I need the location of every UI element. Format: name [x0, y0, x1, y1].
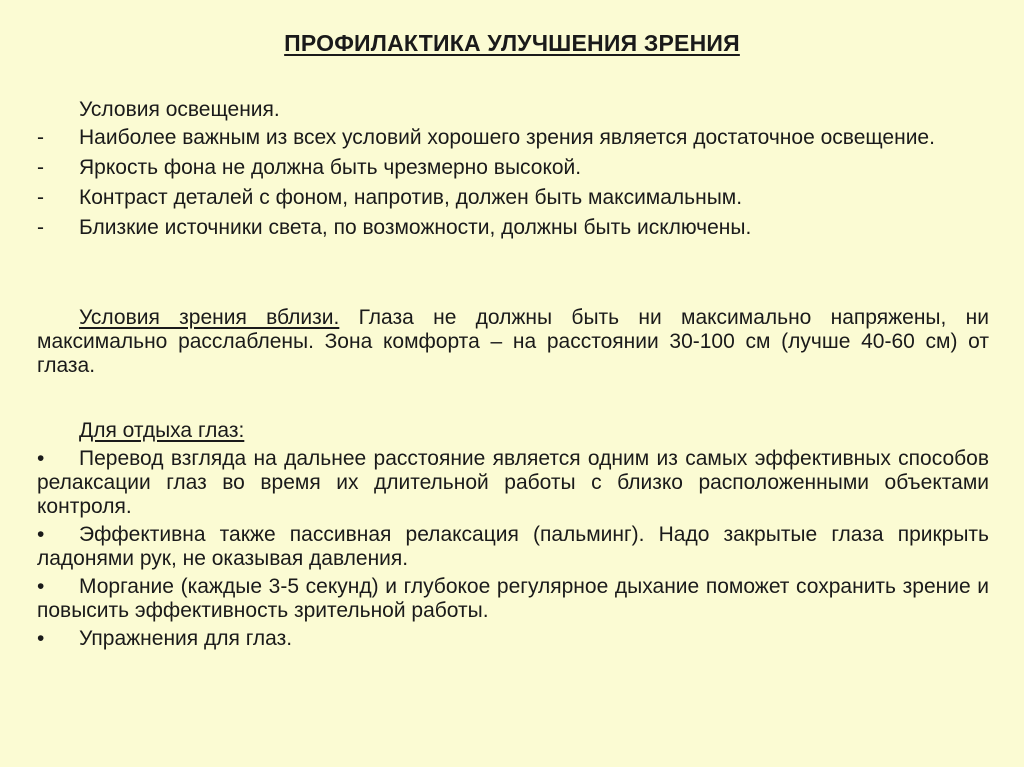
bullet-marker: •: [37, 447, 45, 470]
dash-marker: -: [37, 126, 44, 149]
list-item-text: Близкие источники света, по возможности, должны быть исключены.: [79, 216, 752, 239]
near-vision-text: Глаза не должны быть ни максимально напряжены, ни максимально расслаблены. Зона комфорта – на расстоянии 30-100 см (лучше 40-60 см) от глаза.: [37, 306, 989, 377]
near-vision-heading: Условия зрения вблизи.: [79, 306, 340, 329]
lighting-section: [37, 98, 989, 240]
bullet-marker: •: [37, 523, 45, 546]
dash-marker: -: [37, 216, 44, 239]
list-item-text: Перевод взгляда на дальнее расстояние является одним из самых эффективных способов релаксации глаз во время их длительной работы с близко расположенными объектами контроля.: [37, 447, 989, 518]
list-item: [37, 126, 989, 150]
lighting-heading: Условия освещения.: [79, 98, 280, 121]
list-item-text: Контраст деталей с фоном, напротив, должен быть максимальным.: [79, 186, 743, 209]
list-item: [37, 216, 989, 240]
list-item: [37, 627, 989, 651]
list-item: [37, 575, 989, 623]
list-item-text: Упражнения для глаз.: [79, 627, 293, 650]
dash-marker: -: [37, 186, 44, 209]
near-vision-section: [37, 306, 989, 378]
list-item-text: Наиболее важным из всех условий хорошего зрения является достаточное освещение.: [79, 126, 935, 149]
list-item: [37, 186, 989, 210]
bullet-marker: •: [37, 627, 45, 650]
list-item-text: Эффективна также пассивная релаксация (пальминг). Надо закрытые глаза прикрыть ладонями рук, не оказывая давления.: [37, 523, 989, 570]
eye-rest-heading: Для отдыха глаз:: [79, 419, 245, 442]
bullet-marker: •: [37, 575, 45, 598]
list-item: [37, 523, 989, 571]
dash-marker: -: [37, 156, 44, 179]
list-item-text: Яркость фона не должна быть чрезмерно высокой.: [79, 156, 582, 179]
list-item: [37, 447, 989, 519]
list-item-text: Моргание (каждые 3-5 секунд) и глубокое регулярное дыхание поможет сохранить зрение и повысить эффективность зрительной работы.: [37, 575, 989, 622]
page-title: ПРОФИЛАКТИКА УЛУЧШЕНИЯ ЗРЕНИЯ: [284, 30, 740, 56]
eye-rest-section: [37, 419, 989, 651]
list-item: [37, 156, 989, 180]
